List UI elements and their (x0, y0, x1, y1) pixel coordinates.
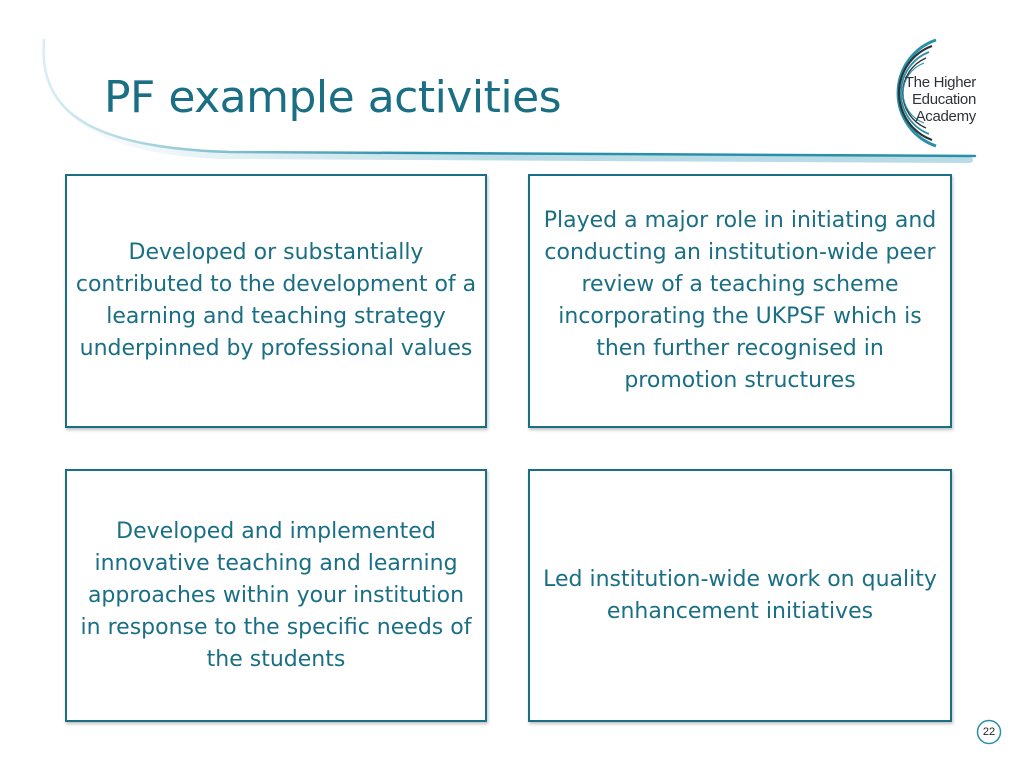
hea-logo (866, 30, 986, 156)
activity-text-1: Developed or substantially contributed to the development of a learning and teaching strategy underpinned by professional values (75, 240, 477, 361)
activity-box-1 (65, 174, 487, 428)
activity-text-4: Led institution-wide work on quality enhancement initiatives (543, 566, 937, 624)
logo-text-line1: The Higher (904, 74, 976, 91)
activity-box-2 (528, 174, 952, 428)
activity-text-3: Developed and implemented innovative teaching and learning approaches within your institution in response to the specific needs of the students (80, 518, 472, 672)
slide-title: PF example activities (104, 72, 562, 123)
activity-box-3 (65, 469, 487, 722)
logo-text-line2: Education (911, 91, 976, 108)
page-number: 22 (982, 726, 996, 738)
activity-box-4 (528, 469, 952, 722)
activity-text-2: Played a major role in initiating and conducting an institution-wide peer review of a teaching scheme incorporating the UKPSF which is then further recognised in promotion structures (543, 208, 937, 393)
logo-text-line3: Academy (915, 108, 976, 125)
